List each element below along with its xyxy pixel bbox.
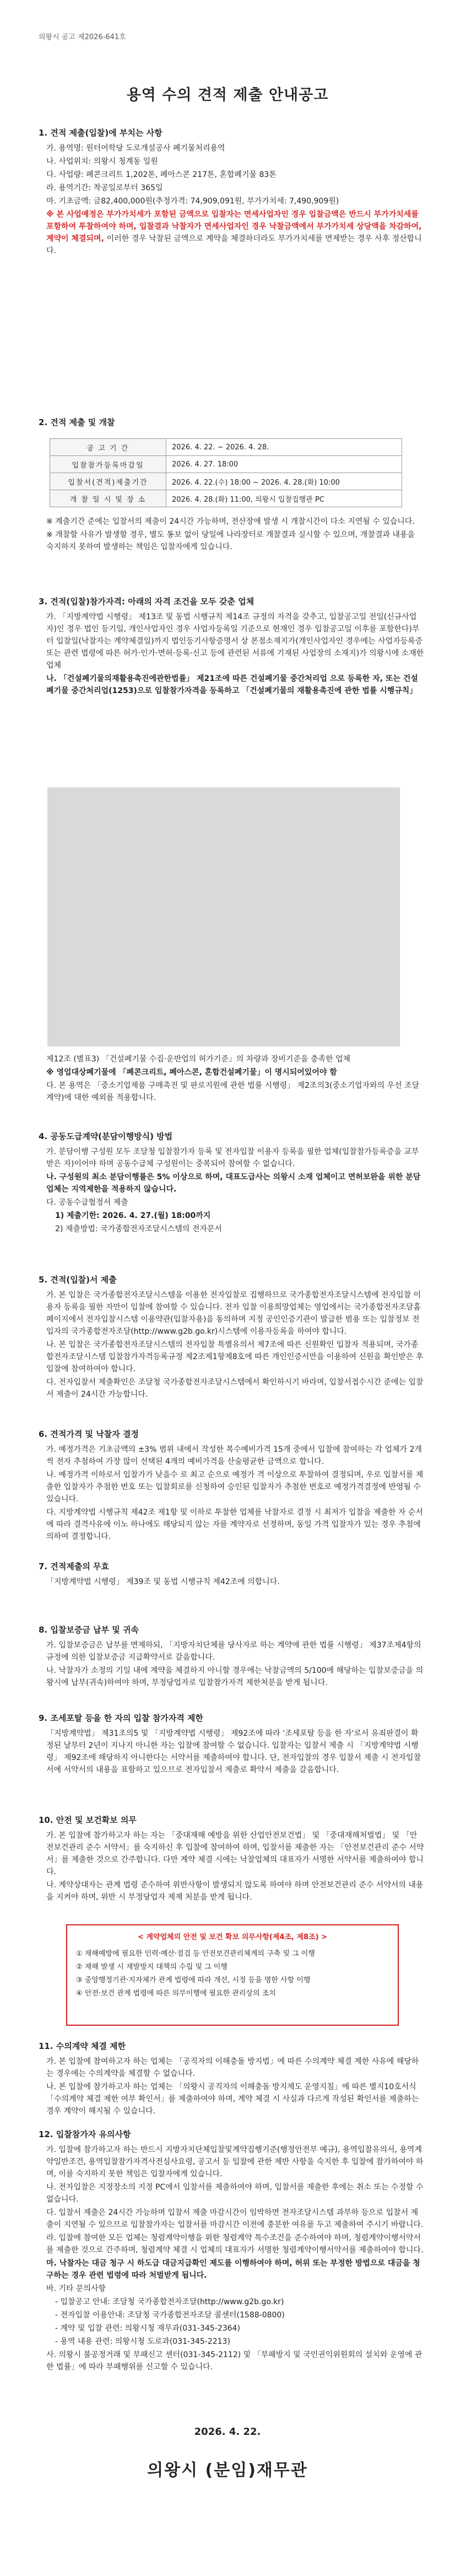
section-8: 8. 입찰보증금 납부 및 귀속 가. 입찰보증금은 납부를 면제하되, 「지방자치단체를 당사자로 하는 계약에 관한 법률 시행령」 제37조제4항의 규정에 의한 입찰보증금 지급확약서로 갈음합니다. 나. 낙찰자가 소정의 기일 내에 계약을 체결하지 아니할 경우에는 낙찰금액의 5/100에 해당하는 입찰보증금을 의왕시에 납부(귀속)하여야 하며, 부정당업자로 입찰참가자격 제한처분을 받게 됩니다. (39, 1625, 424, 1687)
section-11: 11. 수의계약 체결 제한 가. 본 입찰에 참여하고자 하는 업체는 「공직자의 이해충돌 방지법」에 따른 수의계약 체결 제한 사유에 해당하는 경우에는 수의계약을 체결할 수 없습니다. 나. 본 입찰에 참가하고자 하는 업체는 「의왕시 공직자의 이해충돌 방지제도 운영지침」에 따른 별지10호서식 「수의계약 체결 제한 여부 확인서」를 제출하여야 하며, 계약 체결 시 사실과 다르게 작성된 확인서를 제출하는 경우 계약이 해지될 수 있습니다. (39, 2040, 424, 2118)
section-12: 12. 입찰참가자 유의사항 가. 입찰에 참가하고자 하는 반드시 지방자치단체입찰및계약집행기준(행정안전부 예규), 용역입찰유의서, 용역계약일반조건, 용역입찰참가자격사전심사요령, 공고서 등 입찰에 관한 제반 사항을 숙지한 후 입찰에 참가하여야 하며, 이를 숙지하지 못한 책임은 입찰자에게 있습니다. 나. 전자입찰은 지정장소의 지정 PC에서 입찰서를 제출하여야 하며, 입찰서를 제출한 후에는 취소 또는 수정할 수 없습니다. 다. 입찰서 제출은 24시간 가능하며 입찰서 제출 마감시간이 임박하면 전자조달시스템 과부하 등으로 입찰서 제출이 지연될 수 있으므로 입찰참가자는 입찰서를 마감시간 이전에 충분한 여유를 두고 제출하여 주시기 바랍니다. 라. 입찰에 참여한 모든 업체는 청렴계약이행을 위한 청렴계약 특수조건을 준수하여야 하며, 청렴계약이행서약서를 제출한 것으로 간주하며, 청렴계약 체결 시 업체의 대표자가 서명한 청렴계약이행서약서를 제출하여야 합니다. 마. 낙찰자는 대금 청구 시 하도급 대금지급확인 제도를 이행하여야 하며, 허위 또는 부정한 방법으로 대금을 청구하는 경우 관련 법령에 따라 처벌받게 됩니다. 바. 기타 문의사항 - 입찰공고 안내: 조달청 국가종합전자조달(http://www.g2b.go.kr) - 전자입찰 이용안내: 조달청 국가종합전자조달 콜센터(1588-0800) - 계약 및 입찰 관련: 의왕시청 재무과(031-345-2364) - 용역 내용 관련: 의왕시청 도로과(031-345-2213) 사. 의왕시 불공정거래 및 부패신고 센터(031-345-2112) 및 「부패방지 및 국민권익위원회의 설치와 운영에 관한 법률」에 따라 부패행위를 신고할 수 있습니다. (39, 2129, 424, 2371)
section-heading: 11. 수의계약 체결 제한 (39, 2041, 126, 2051)
page-title: 용역 수의 견적 제출 안내공고 (126, 87, 329, 104)
section-heading: 7. 견적제출의 무효 (39, 1561, 110, 1571)
list-item: ③ 중앙행정기관·지자체가 관계 법령에 따라 개선, 시정 등을 명한 사항 이행 (76, 1976, 311, 1984)
section-5: 5. 견적(입찰)서 제출 가. 본 입찰은 국가종합전자조달시스템을 이용한 전자입찰로 집행하므로 국가종합전자조달시스템에 전자입찰 이용자 등록을 필한 자만이 입찰에 참여할 수 있습니다. 전자 입찰 이용희망업체는 영업에서는 국가종합전자조달홈페이지에서 전자입찰시스템 이용약관(입찰자용)을 동의하며 지정 공인인증기관이 발급한 범용 또는 입찰정보 전 입자의 국가종합전자조달(http://www.g2b.go.kr)시스템에 이용자등록을 하여야 합니다. 나. 본 입찰은 국가종합전자조달시스템의 전자입찰 특별유의서 제7조에 따른 신원확인 입찰자 적용되며, 국가종합전자조달시스템 입찰참가자격등록규정 제2조제1항제8호에 따른 개인인증서만을 이용하여 신원을 확인받은 후 입찰에 참여하여야 합니다. 다. 전자입찰서 제출확인은 조달청 국가종합전자조달시스템에서 확인하시기 바라며, 입찰서접수시간 준에는 입찰서 제출이 24시간 가능합니다. (39, 1275, 424, 1399)
section-heading: 4. 공동도급계약(분담이행방식) 방법 (39, 1131, 173, 1141)
issuer-signature: 의왕시 (분임)재무관 (147, 2461, 308, 2480)
section-heading: 1. 견적 제출(입찰)에 부치는 사항 (39, 128, 162, 138)
section-6: 6. 견적가격 및 낙찰자 결정 가. 예정가격은 기초금액의 ±3% 범위 내에서 작성한 복수예비가격 15개 중에서 입찰에 참여하는 각 업체가 2개씩 전자 추첨하여 가장 많이 선택된 4개의 예비가격을 산술평균한 금액으로 합니다. 나. 예정가격 이하로서 입찰가가 낮을수 로 최고 순으로 예정가 격 이상으로 투찰하여 결정되며, 우로 입찰서를 제출한 입찰자가 추첨한 번호 또는 입찰회로를 신청하여 승인된 입찰자가 추첨한 번호로 예정가격결정에 반영될 수 있습니다. 다. 지방계약법 시행규칙 제42조 제1항 및 이하로 투찰한 업체를 낙찰자로 결정 시 최저가 입찰을 제출한 자 순서에 따라 결격사유에 이노 하나에도 해당되지 않는 자를 계약자로 선정하며, 동일 가격 입찰자가 있는 경우 추첨에 의하여 결정합니다. (39, 1429, 424, 1541)
table-row: 공 고 기 간 2026. 4. 22. ~ 2026. 4. 28. (50, 439, 402, 456)
section-heading: 8. 입찰보증금 납부 및 귀속 (39, 1625, 139, 1635)
table-row: 입찰서(견적)제출기간 2026. 4. 22.(수) 18:00 ~ 2026. 4. 28.(화) 10:00 (50, 473, 402, 490)
box-title: < 계약업체의 안전 및 보건 확보 의무사항(제4조, 제8조) > (137, 1933, 328, 1941)
section-3: 3. 견적(입찰)참가자격: 아래의 자격 조건을 모두 갖춘 업체 가. 「지방계약법 시행령」 제13조 및 동법 시행규칙 제14조 규정의 자격을 갖추고, 입찰공고일 전일(신규사업자)인 경우 법인 등기일, 개인사업자인 경우 사업자등록일 기준으로 현재인 경우 입찰공고일 이후를 포함한다)부터 입찰일(낙찰자는 계약체결일)까지 법인등기사항증명서 상 본점소재지가(개인사업자인 경우에는 사업자등록증 또는 관련 법령에 따른 허가·인가·면허·등록·신고 등에 관련된 서류에 기재된 사업장의 소재지)가 의왕시에 소재한 업체 나. 「건설폐기물의재활용촉진에관한법률」 제21조에 따른 건설폐기물 중간처리업 으로 등록한 자, 또는 건설폐기물 중간처리업(1253)으로 입찰참가자격을 등록하고 「건설폐기물의 재활용촉진에 관한 법률 시행규칙」 (39, 597, 424, 695)
section-heading: 3. 견적(입찰)참가자격: 아래의 자격 조건을 모두 갖춘 업체 (39, 597, 254, 607)
location: 나. 사업위치: 의왕시 청계동 일원 (46, 157, 158, 166)
notice-date: 2026. 4. 22. (194, 2426, 261, 2438)
blank-gray-box (47, 787, 400, 1046)
base-price: 마. 기초금액: 금82,400,000원(추정가격: 74,909,091원, 부가가치세: 7,490,909원) (46, 197, 339, 206)
section-heading: 6. 견적가격 및 낙찰자 결정 (39, 1429, 139, 1439)
section-1 (39, 127, 424, 258)
section-4: 4. 공동도급계약(분담이행방식) 방법 가. 분담이행 구성원 모두 조달청 입찰참가자 등록 및 전자입찰 이용자 등록을 필한 업체(입찰참가등록증을 교부 받은 자)이어야 하며 공동수급체 구성원이는 중복되어 참여할 수 없습니다. 나. 구성원의 최소 분담이행률은 5% 이상으로 하며, 대표도급사는 의왕시 소재 업체이고 면허보완을 위한 분담업체는 지역제한을 적용하지 않습니다. 다. 공동수급협정서 제출 1) 제출기한: 2026. 4. 27.(월) 18:00까지 2) 제출방법: 국가종합전자조달시스템의 전자문서 (39, 1130, 424, 1236)
section-3-cont: 제12조 (별표3) 「건설폐기물 수집·운반업의 허가기준」의 차량과 장비기준을 충족한 업체 ※ 영업대상폐기물에 「폐콘크리트, 폐아스콘, 혼합건설폐기물」이 명시되어있어야 함 다. 본 용역은 「중소기업제품 구매촉진 및 판로지원에 관한 법률 시행령」 제2조의3(중소기업자와의 우선 조달계약)에 대한 예외를 적용합니다. (46, 1055, 420, 1102)
table-row: 개 찰 일 시 및 장 소 2026. 4. 28.(화) 11:00, 의왕시 입찰집행관 PC (50, 490, 402, 507)
section-9: 9. 조세포탈 등을 한 자의 입찰 참가자격 제한 「지방계약법」 제31조의5 및 「지방계약법 시행령」 제92조에 따라 '조세포탈 등을 한 자'로서 유죄판결이 확정된 날부터 2년이 지나지 아니한 자는 입찰에 참여할 수 없습니다. 입찰자는 입찰서 제출 시 「지방계약법 시행령」 제92조에 해당하지 아니한다는 서약서를 제출하여야 합니다. 단, 전자입찰의 경우 입찰서 제출 시 전자입찰서에 서약서의 내용을 표함하고 있으므로 전자입찰서 제출로 확약서 제출을 갈음합니다. (39, 1712, 424, 1777)
section-heading: 9. 조세포탈 등을 한 자의 입찰 참가자격 제한 (39, 1713, 204, 1723)
list-item: ② 재해 발생 시 재발방지 대책의 수립 및 그 이행 (76, 1963, 228, 1971)
section-2 (39, 416, 424, 432)
section-heading: 5. 견적(입찰)서 제출 (39, 1275, 117, 1285)
section-heading: 12. 입찰참가자 유의사항 (39, 2129, 131, 2139)
section-heading: 2. 견적 제출 및 개찰 (39, 417, 115, 427)
section-7: 7. 견적제출의 무효 「지방계약법 시행령」 제39조 및 동법 시행규칙 제42조에 의합니다. (39, 1560, 424, 1589)
schedule-table (50, 438, 402, 507)
safety-obligation-box (66, 1924, 399, 2026)
document-number: 의왕시 공고 제2026-641호 (39, 33, 126, 41)
list-item: ④ 안전·보건 관계 법령에 따른 의무이행에 필요한 관리상의 조치 (76, 1989, 276, 1998)
duration: 라. 용역기간: 착공일로부터 365일 (46, 184, 163, 192)
section-2-notes: ※ 계출기간 준에는 입찰서의 제출이 24시간 가능하며, 전산장애 발생 시 개찰시간이 다소 지연될 수 있습니다. ※ 개찰할 사유가 발생할 경우, 별도 통보 없이 당일에 나라장터로 개찰결과 실시할 수 있으며, 개찰결과 내용을 숙지하지 못하여 발생하는 책임은 입찰자에게 있습니다. (46, 517, 415, 551)
list-item: ① 재해예방에 필요한 인력·예산·점검 등 안전보건관리체계의 구축 및 그 이행 (76, 1950, 315, 1958)
table-row: 입찰참가등록마감일 2026. 4. 27. 18:00 (50, 456, 402, 473)
quantity: 다. 사업량: 폐콘크리트 1,202톤, 폐아스콘 217톤, 혼합폐기물 83톤 (46, 170, 277, 179)
section-heading: 10. 안전 및 보건확보 의무 (39, 1815, 137, 1825)
vat-notice: ※ 본 사업예정은 부가가치세가 포함된 금액으로 입찰자는 면세사업자인 경우 입찰금액은 반드시 부가가치세를 포함하여 투찰하여야 하며, 입찰결과 낙찰자가 면세사업자인 경우 낙찰금액에서 부가가치세 상당액을 차감하여, 계약이 체결되며, 이러한 경우 낙찰된 금액으로 계약을 체결하더라도 부가가치세를 면제받는 경우 사후 정산합니다. (46, 210, 422, 255)
service-name: 가. 용역명: 원터어학당 도로개설공사 폐기물처리용역 (46, 144, 225, 153)
section-10: 10. 안전 및 보건확보 의무 가. 본 입찰에 참가하고자 하는 자는 「중대재해 예방을 위한 산업안전보건법」 및 「중대재해처벌법」 및 「안전보건관리 준수 서약서」를 숙지하신 후 입찰에 참여하여 하며, 입찰서를 제출한 자는 「안전보건관리 준수 서약서」를 제출한 것으로 간주합니다. 다만 계약 체결 시에는 낙찰업체의 대표자가 서명한 서약서를 제출하여야 합니다. 나. 계약상대자는 관계 법령 준수하여 위반사항이 발생되지 않도록 하여야 하며 안전보건관리 준수 서약서의 내용을 지켜야 하며, 위반 시 부정당업자 제재 처분을 받게 됩니다. (39, 1815, 424, 1902)
